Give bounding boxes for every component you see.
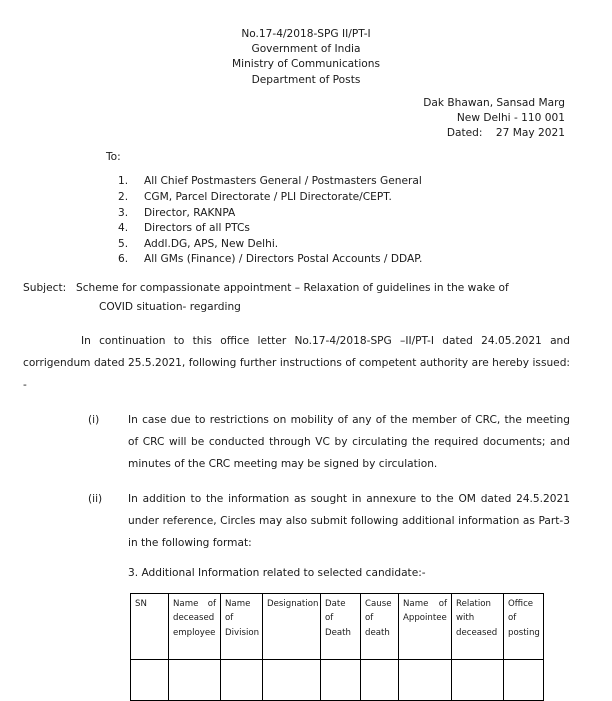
table-cell[interactable] [221, 659, 263, 700]
subject-row [0, 279, 612, 318]
list-item-label: Director, RAKNPA [144, 206, 236, 219]
list-item [0, 174, 612, 190]
table-header-cell: Date of Death [321, 593, 361, 659]
clause-marker: (ii) [88, 492, 103, 505]
clause-ii [0, 488, 612, 554]
subject-text [76, 279, 570, 318]
addressee-list [0, 174, 612, 268]
table-cell[interactable] [399, 659, 452, 700]
table-cell[interactable] [452, 659, 504, 700]
table-header-cell: Cause of death [361, 593, 399, 659]
table-header-cell: Designation [263, 593, 321, 659]
table-cell[interactable] [321, 659, 361, 700]
table-cell[interactable] [361, 659, 399, 700]
department-line: Department of Posts [251, 73, 361, 86]
clause-text: In addition to the information as sought in annexure to the OM dated 24.5.2021 under reference, Circles may also submit following additional information as Part-3 in the following format: [128, 492, 570, 549]
ministry-line: Ministry of Communications [231, 58, 380, 71]
list-item-number: 6. [118, 253, 129, 266]
table-header-cell: Name of deceased employee [169, 593, 221, 659]
reference-number: No.17-4/2018-SPG II/PT-I [241, 28, 371, 40]
table-cell[interactable] [131, 659, 169, 700]
list-item [0, 252, 612, 268]
list-item-label: Addl.DG, APS, New Delhi. [144, 237, 279, 250]
table-header-cell: Office of posting [504, 593, 544, 659]
table-header-cell: SN [131, 593, 169, 659]
table-note: 3. Additional Information related to selected candidate:- [128, 566, 426, 579]
table-header-cell: Relation with deceased [452, 593, 504, 659]
list-item-number: 4. [118, 222, 129, 235]
subject-line-2: COVID situation- regarding [99, 301, 241, 314]
document-page [0, 27, 612, 657]
clause-marker: (i) [88, 413, 100, 426]
address-line-1: Dak Bhawan, Sansad Marg [423, 96, 565, 109]
list-item [0, 206, 612, 222]
list-item-number: 5. [118, 237, 129, 250]
table-header-cell: Name of Appointee [399, 593, 452, 659]
list-item [0, 190, 612, 206]
table-header-row [131, 593, 544, 659]
additional-information-table [130, 593, 544, 701]
format-table-wrapper [0, 593, 612, 701]
address-line-2: New Delhi - 110 001 [456, 112, 565, 125]
subject-label: Subject: [23, 281, 67, 294]
subject-line-1: Scheme for compassionate appointment – Relaxation of guidelines in the wake of [76, 281, 509, 294]
table-cell[interactable] [169, 659, 221, 700]
date-line: Dated: 27 May 2021 [446, 127, 565, 140]
table-row [131, 659, 544, 700]
address-date-block [0, 96, 612, 142]
government-line: Government of India [251, 43, 361, 56]
body-paragraph: In continuation to this office letter No.17-4/2018-SPG –II/PT-I dated 24.05.2021 and corrigendum dated 25.5.2021, following further instructions of competent authority are hereby issued: - [23, 334, 570, 391]
list-item-number: 2. [118, 191, 129, 204]
list-item-label: All GMs (Finance) / Directors Postal Accounts / DDAP. [144, 253, 423, 266]
list-item-label: All Chief Postmasters General / Postmasters General [144, 175, 422, 188]
to-label: To: [106, 151, 121, 164]
list-item-label: Directors of all PTCs [144, 222, 250, 235]
list-item-label: CGM, Parcel Directorate / PLI Directorate/CEPT. [144, 191, 392, 204]
clause-text: In case due to restrictions on mobility of any of the member of CRC, the meeting of CRC will be conducted through VC by circulating the required documents; and minutes of the CRC meeting may be signed by circulation. [128, 413, 570, 470]
list-item [0, 221, 612, 237]
list-item [0, 237, 612, 253]
list-item-number: 1. [118, 175, 129, 188]
clause-i [0, 409, 612, 475]
letterhead [0, 27, 612, 88]
list-item-number: 3. [118, 206, 129, 219]
table-header-cell: Name of Division [221, 593, 263, 659]
table-cell[interactable] [504, 659, 544, 700]
table-cell[interactable] [263, 659, 321, 700]
